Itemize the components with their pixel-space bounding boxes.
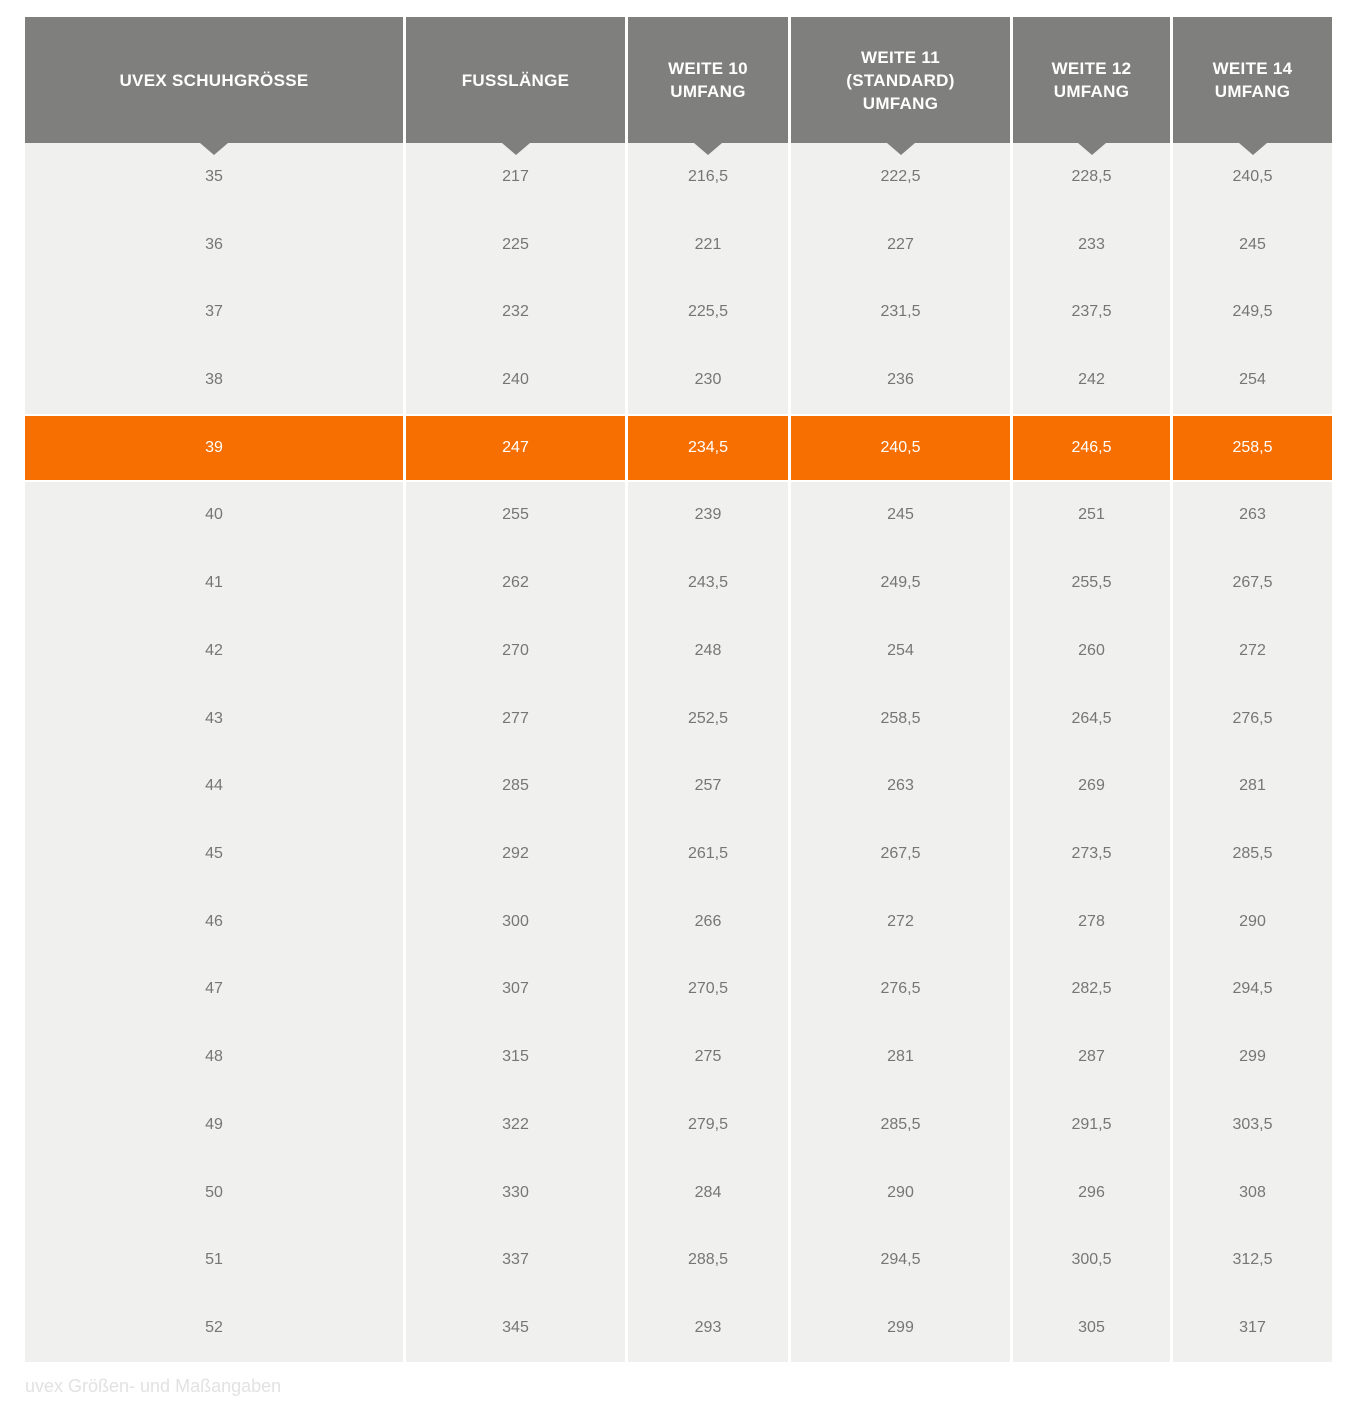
- cell-weite11: 281: [791, 1023, 1010, 1091]
- size-table: [25, 17, 1332, 1362]
- cell-weite10: 243,5: [628, 549, 788, 617]
- cell-weite11: 290: [791, 1159, 1010, 1227]
- cell-size: 44: [25, 752, 403, 820]
- cell-weite14: 303,5: [1173, 1091, 1332, 1159]
- column-header-label: WEITE 10: [668, 59, 748, 78]
- column-header-label: UMFANG: [1214, 82, 1291, 101]
- table-caption: uvex Größen- und Maßangaben: [25, 1375, 282, 1396]
- cell-size: 38: [25, 346, 403, 414]
- cell-weite14: 249,5: [1173, 278, 1332, 346]
- column-header-label: UMFANG: [670, 82, 746, 101]
- cell-weite11: 236: [791, 346, 1010, 414]
- cell-fusslaenge: 307: [406, 956, 625, 1024]
- cell-weite11: 285,5: [791, 1091, 1010, 1159]
- cell-weite11: 227: [791, 211, 1010, 279]
- cell-fusslaenge: 225: [406, 211, 625, 279]
- cell-weite14: 299: [1173, 1023, 1332, 1091]
- column-header-fusslaenge: [406, 17, 625, 143]
- table-row: [25, 820, 1332, 888]
- table-row: [25, 278, 1332, 346]
- cell-weite11: 249,5: [791, 549, 1010, 617]
- cell-weite12: 287: [1013, 1023, 1170, 1091]
- cell-fusslaenge: 337: [406, 1227, 625, 1295]
- cell-weite11: 299: [791, 1294, 1010, 1362]
- cell-weite14: 240,5: [1173, 143, 1332, 211]
- table-row: [25, 956, 1332, 1024]
- cell-size: 39: [25, 416, 403, 480]
- cell-weite14: 290: [1173, 888, 1332, 956]
- cell-fusslaenge: 330: [406, 1159, 625, 1227]
- cell-fusslaenge: 262: [406, 549, 625, 617]
- cell-size: 40: [25, 482, 403, 550]
- cell-size: 41: [25, 549, 403, 617]
- table-body: [25, 143, 1332, 1362]
- table-row: [25, 1091, 1332, 1159]
- cell-fusslaenge: 292: [406, 820, 625, 888]
- cell-weite12: 291,5: [1013, 1091, 1170, 1159]
- table-row: [25, 482, 1332, 550]
- table-row: [25, 1227, 1332, 1295]
- column-header-label: FUSSLÄNGE: [461, 70, 570, 90]
- cell-weite11: 254: [791, 617, 1010, 685]
- table-row-highlighted: [25, 414, 1332, 482]
- cell-weite11: 245: [791, 482, 1010, 550]
- cell-fusslaenge: 322: [406, 1091, 625, 1159]
- column-header-label: WEITE 12: [1051, 59, 1132, 78]
- column-header-label: (STANDARD): [846, 70, 955, 90]
- cell-weite14: 272: [1173, 617, 1332, 685]
- cell-weite12: 233: [1013, 211, 1170, 279]
- cell-weite12: 264,5: [1013, 685, 1170, 753]
- cell-fusslaenge: 315: [406, 1023, 625, 1091]
- cell-weite14: 308: [1173, 1159, 1332, 1227]
- cell-size: 35: [25, 143, 403, 211]
- cell-weite14: 285,5: [1173, 820, 1332, 888]
- cell-weite10: 284: [628, 1159, 788, 1227]
- header-arrow-down-icon: [1078, 143, 1106, 155]
- column-header-label: UMFANG: [1053, 82, 1130, 101]
- cell-weite10: 252,5: [628, 685, 788, 753]
- cell-weite14: 317: [1173, 1294, 1332, 1362]
- table-row: [25, 617, 1332, 685]
- cell-weite10: 279,5: [628, 1091, 788, 1159]
- cell-weite14: 263: [1173, 482, 1332, 550]
- column-header-weite12: [1013, 17, 1170, 143]
- cell-weite12: 242: [1013, 346, 1170, 414]
- column-header-weite14: [1173, 17, 1332, 143]
- cell-fusslaenge: 217: [406, 143, 625, 211]
- cell-weite10: 221: [628, 211, 788, 279]
- cell-size: 52: [25, 1294, 403, 1362]
- header-arrow-down-icon: [887, 143, 915, 155]
- cell-size: 46: [25, 888, 403, 956]
- column-header-weite10: [628, 17, 788, 143]
- cell-size: 50: [25, 1159, 403, 1227]
- cell-weite14: 312,5: [1173, 1227, 1332, 1295]
- cell-weite12: 273,5: [1013, 820, 1170, 888]
- cell-weite12: 296: [1013, 1159, 1170, 1227]
- cell-weite12: 278: [1013, 888, 1170, 956]
- cell-size: 45: [25, 820, 403, 888]
- cell-weite14: 281: [1173, 752, 1332, 820]
- cell-weite10: 257: [628, 752, 788, 820]
- table-row: [25, 1159, 1332, 1227]
- cell-weite12: 305: [1013, 1294, 1170, 1362]
- cell-weite12: 255,5: [1013, 549, 1170, 617]
- cell-weite12: 251: [1013, 482, 1170, 550]
- cell-weite10: 275: [628, 1023, 788, 1091]
- cell-fusslaenge: 240: [406, 346, 625, 414]
- cell-weite14: 254: [1173, 346, 1332, 414]
- cell-weite11: 272: [791, 888, 1010, 956]
- cell-size: 37: [25, 278, 403, 346]
- cell-fusslaenge: 285: [406, 752, 625, 820]
- table-row: [25, 752, 1332, 820]
- cell-weite11: 222,5: [791, 143, 1010, 211]
- cell-weite12: 260: [1013, 617, 1170, 685]
- cell-weite14: 294,5: [1173, 956, 1332, 1024]
- cell-weite11: 258,5: [791, 685, 1010, 753]
- cell-fusslaenge: 270: [406, 617, 625, 685]
- cell-fusslaenge: 345: [406, 1294, 625, 1362]
- table-row: [25, 1294, 1332, 1362]
- cell-size: 47: [25, 956, 403, 1024]
- table-header-row: [25, 17, 1332, 143]
- cell-weite12: 246,5: [1013, 416, 1170, 480]
- cell-fusslaenge: 247: [406, 416, 625, 480]
- table-row: [25, 211, 1332, 279]
- column-header-size: [25, 17, 403, 143]
- header-arrow-down-icon: [200, 143, 228, 155]
- cell-weite12: 282,5: [1013, 956, 1170, 1024]
- cell-weite14: 267,5: [1173, 549, 1332, 617]
- cell-weite14: 258,5: [1173, 416, 1332, 480]
- cell-weite10: 230: [628, 346, 788, 414]
- cell-weite14: 276,5: [1173, 685, 1332, 753]
- column-header-label: UVEX SCHUHGRÖSSE: [119, 70, 309, 90]
- cell-weite12: 269: [1013, 752, 1170, 820]
- cell-weite11: 294,5: [791, 1227, 1010, 1295]
- cell-weite10: 293: [628, 1294, 788, 1362]
- cell-fusslaenge: 255: [406, 482, 625, 550]
- cell-weite12: 228,5: [1013, 143, 1170, 211]
- cell-size: 42: [25, 617, 403, 685]
- cell-weite10: 261,5: [628, 820, 788, 888]
- cell-size: 48: [25, 1023, 403, 1091]
- table-row: [25, 346, 1332, 414]
- cell-weite11: 276,5: [791, 956, 1010, 1024]
- column-header-label: WEITE 14: [1212, 59, 1293, 78]
- cell-weite14: 245: [1173, 211, 1332, 279]
- table-row: [25, 685, 1332, 753]
- cell-size: 49: [25, 1091, 403, 1159]
- cell-fusslaenge: 232: [406, 278, 625, 346]
- cell-weite10: 248: [628, 617, 788, 685]
- cell-size: 51: [25, 1227, 403, 1295]
- cell-weite10: 239: [628, 482, 788, 550]
- cell-weite12: 237,5: [1013, 278, 1170, 346]
- cell-weite10: 216,5: [628, 143, 788, 211]
- cell-weite11: 231,5: [791, 278, 1010, 346]
- header-arrow-down-icon: [694, 143, 722, 155]
- table-row: [25, 888, 1332, 956]
- cell-weite10: 270,5: [628, 956, 788, 1024]
- cell-weite11: 240,5: [791, 416, 1010, 480]
- cell-size: 43: [25, 685, 403, 753]
- header-arrow-down-icon: [502, 143, 530, 155]
- column-header-label: WEITE 11: [861, 47, 940, 67]
- cell-weite11: 263: [791, 752, 1010, 820]
- column-header-weite11: [791, 17, 1010, 143]
- cell-weite10: 225,5: [628, 278, 788, 346]
- cell-weite11: 267,5: [791, 820, 1010, 888]
- column-header-label: UMFANG: [862, 93, 939, 113]
- cell-size: 36: [25, 211, 403, 279]
- cell-fusslaenge: 277: [406, 685, 625, 753]
- header-arrow-down-icon: [1239, 143, 1267, 155]
- cell-weite12: 300,5: [1013, 1227, 1170, 1295]
- cell-weite10: 234,5: [628, 416, 788, 480]
- table-row: [25, 549, 1332, 617]
- cell-weite10: 266: [628, 888, 788, 956]
- table-row: [25, 1023, 1332, 1091]
- cell-fusslaenge: 300: [406, 888, 625, 956]
- cell-weite10: 288,5: [628, 1227, 788, 1295]
